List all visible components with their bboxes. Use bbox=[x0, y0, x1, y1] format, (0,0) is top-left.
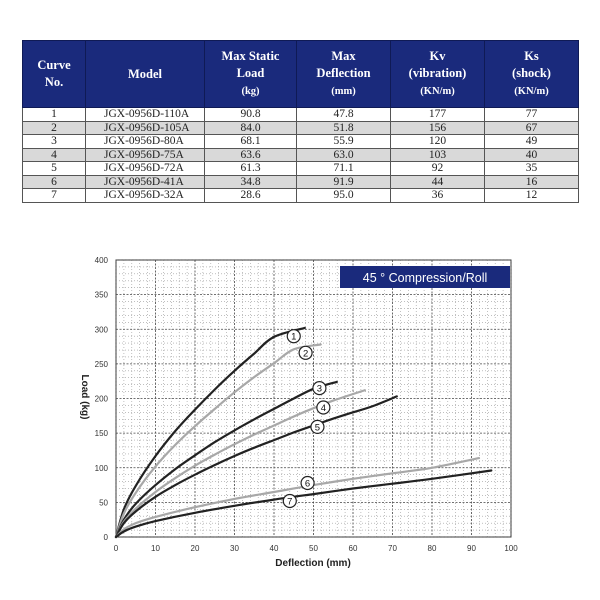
header-curve-no: Curve No. bbox=[23, 41, 86, 108]
x-tick-label: 50 bbox=[309, 544, 318, 553]
y-tick-label: 300 bbox=[94, 325, 108, 335]
x-tick-label: 10 bbox=[151, 544, 160, 553]
cell-model: JGX-0956D-80A bbox=[86, 135, 205, 149]
cell-deflection: 95.0 bbox=[297, 189, 391, 203]
cell-ks: 16 bbox=[485, 175, 579, 189]
x-tick-label: 60 bbox=[348, 544, 358, 553]
x-tick-label: 40 bbox=[269, 544, 279, 553]
cell-curve: 6 bbox=[23, 175, 86, 189]
table-row bbox=[23, 162, 579, 176]
cell-curve: 2 bbox=[23, 121, 86, 135]
cell-ks: 67 bbox=[485, 121, 579, 135]
cell-curve: 7 bbox=[23, 189, 86, 203]
cell-deflection: 63.0 bbox=[297, 148, 391, 162]
table-row bbox=[23, 135, 579, 149]
y-tick-label: 50 bbox=[99, 498, 108, 508]
curve-marker-3 bbox=[313, 382, 326, 395]
y-tick-label: 150 bbox=[94, 429, 108, 439]
table-row bbox=[23, 148, 579, 162]
curve-marker-2 bbox=[299, 346, 312, 359]
cell-model: JGX-0956D-75A bbox=[86, 148, 205, 162]
header-max-deflection: Max Deflection (mm) bbox=[297, 41, 391, 108]
cell-load: 84.0 bbox=[205, 121, 297, 135]
header-model: Model bbox=[86, 41, 205, 108]
x-tick-label: 80 bbox=[427, 544, 437, 553]
y-tick-label: 250 bbox=[94, 359, 108, 369]
cell-load: 28.6 bbox=[205, 189, 297, 203]
curve-marker-label: 5 bbox=[314, 422, 321, 434]
cell-kv: 120 bbox=[391, 135, 485, 149]
cell-deflection: 55.9 bbox=[297, 135, 391, 149]
cell-kv: 36 bbox=[391, 189, 485, 203]
load-deflection-chart bbox=[0, 240, 600, 580]
cell-load: 90.8 bbox=[205, 108, 297, 122]
cell-curve: 1 bbox=[23, 108, 86, 122]
x-tick-label: 90 bbox=[467, 544, 476, 553]
table-row bbox=[23, 189, 579, 203]
cell-deflection: 91.9 bbox=[297, 175, 391, 189]
curve-marker-label: 2 bbox=[302, 348, 309, 360]
cell-kv: 103 bbox=[391, 148, 485, 162]
chart-title: 45 ° Compression/Roll bbox=[362, 271, 488, 285]
y-tick-label: 100 bbox=[94, 463, 108, 473]
curve-marker-label: 7 bbox=[287, 496, 293, 508]
cell-ks: 40 bbox=[485, 148, 579, 162]
cell-deflection: 51.8 bbox=[297, 121, 391, 135]
spec-table bbox=[22, 40, 579, 203]
header-ks: Ks (shock) (KN/m) bbox=[485, 41, 579, 108]
y-tick-label: 350 bbox=[94, 290, 108, 300]
cell-load: 68.1 bbox=[205, 135, 297, 149]
x-axis-label: Deflection (mm) bbox=[275, 558, 351, 569]
x-tick-label: 0 bbox=[113, 544, 119, 553]
curve-marker-5 bbox=[311, 420, 324, 433]
cell-load: 63.6 bbox=[205, 148, 297, 162]
cell-load: 34.8 bbox=[205, 175, 297, 189]
x-tick-label: 70 bbox=[388, 544, 397, 553]
cell-deflection: 71.1 bbox=[297, 162, 391, 176]
cell-model: JGX-0956D-41A bbox=[86, 175, 205, 189]
curve-marker-label: 6 bbox=[304, 478, 311, 490]
table-row bbox=[23, 121, 579, 135]
curve-marker-label: 1 bbox=[291, 331, 297, 343]
cell-ks: 77 bbox=[485, 108, 579, 122]
cell-load: 61.3 bbox=[205, 162, 297, 176]
header-kv: Kv (vibration) (KN/m) bbox=[391, 41, 485, 108]
table-header-row bbox=[23, 41, 579, 108]
cell-ks: 12 bbox=[485, 189, 579, 203]
curve-marker-6 bbox=[301, 476, 314, 489]
cell-deflection: 47.8 bbox=[297, 108, 391, 122]
cell-model: JGX-0956D-32A bbox=[86, 189, 205, 203]
curve-marker-7 bbox=[283, 494, 296, 507]
cell-kv: 156 bbox=[391, 121, 485, 135]
x-tick-label: 30 bbox=[230, 544, 239, 553]
curve-marker-1 bbox=[287, 330, 300, 343]
y-tick-label: 200 bbox=[94, 394, 108, 404]
table-row bbox=[23, 108, 579, 122]
grid bbox=[116, 260, 511, 537]
table-row bbox=[23, 175, 579, 189]
y-tick-label: 0 bbox=[103, 533, 108, 542]
x-tick-label: 20 bbox=[190, 544, 200, 553]
cell-kv: 177 bbox=[391, 108, 485, 122]
cell-ks: 35 bbox=[485, 162, 579, 176]
cell-kv: 44 bbox=[391, 175, 485, 189]
y-axis-label: Load (kg) bbox=[79, 374, 90, 420]
x-tick-label: 100 bbox=[504, 544, 518, 553]
curve-marker-4 bbox=[317, 401, 330, 414]
cell-model: JGX-0956D-110A bbox=[86, 108, 205, 122]
cell-model: JGX-0956D-72A bbox=[86, 162, 205, 176]
y-tick-label: 400 bbox=[94, 256, 108, 265]
cell-curve: 5 bbox=[23, 162, 86, 176]
curve-marker-label: 3 bbox=[316, 383, 323, 395]
cell-curve: 3 bbox=[23, 135, 86, 149]
header-max-static-load: Max Static Load (kg) bbox=[205, 41, 297, 108]
cell-curve: 4 bbox=[23, 148, 86, 162]
curve-marker-label: 4 bbox=[320, 403, 327, 415]
cell-model: JGX-0956D-105A bbox=[86, 121, 205, 135]
cell-ks: 49 bbox=[485, 135, 579, 149]
cell-kv: 92 bbox=[391, 162, 485, 176]
